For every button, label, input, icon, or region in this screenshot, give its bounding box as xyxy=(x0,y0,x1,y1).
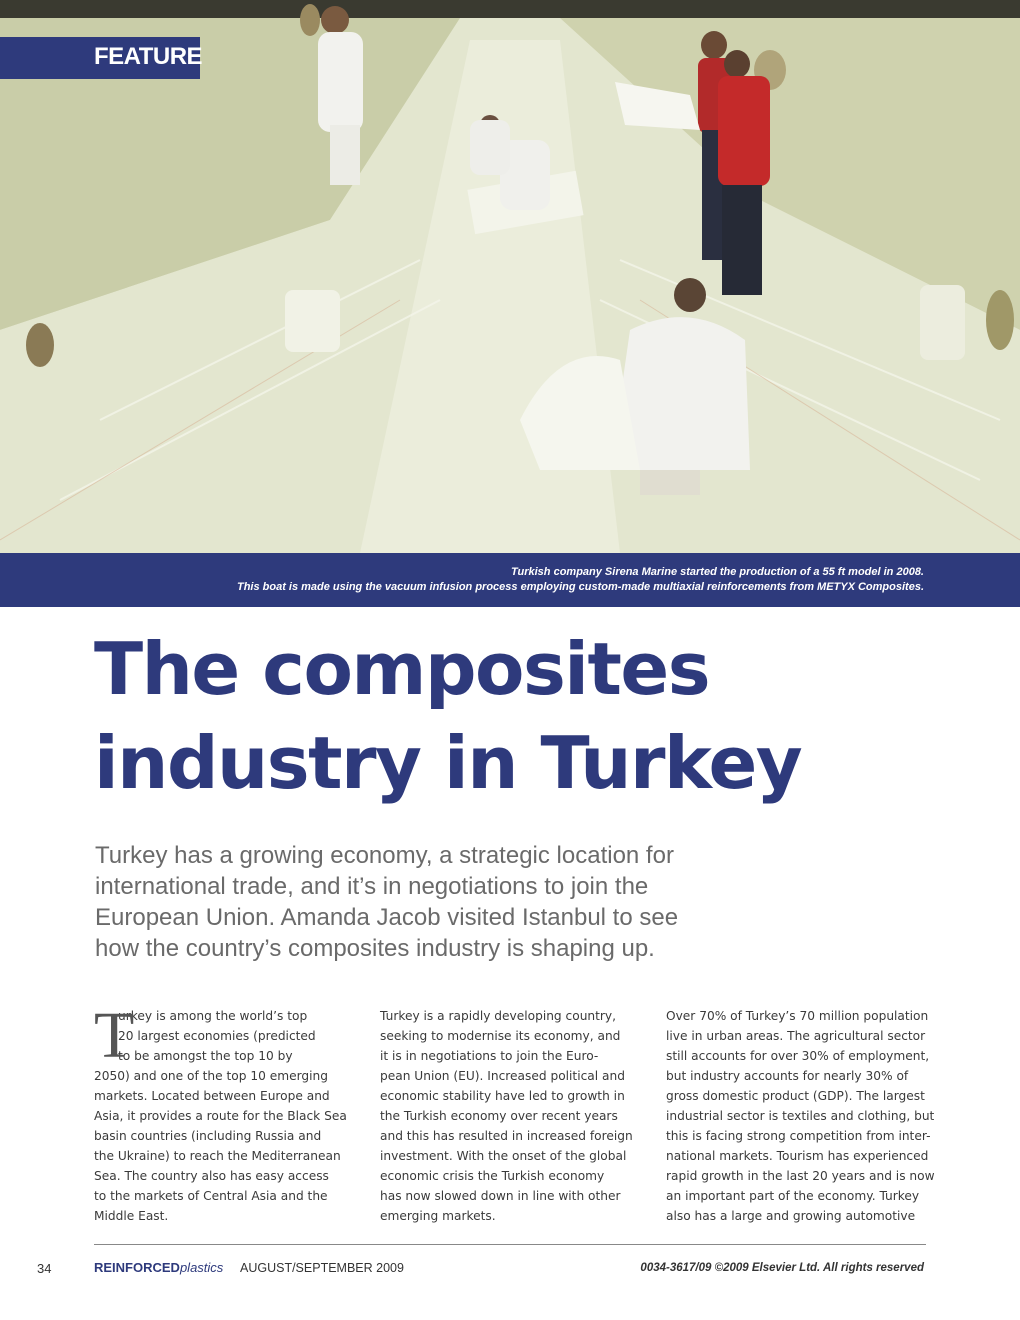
body-line: 2050) and one of the top 10 emerging xyxy=(94,1069,328,1083)
body-line: to the markets of Central Asia and the xyxy=(94,1189,328,1203)
body-line: the Turkish economy over recent years xyxy=(380,1109,618,1123)
body-line: Middle East. xyxy=(94,1209,169,1223)
body-line: also has a large and growing automotive xyxy=(666,1209,916,1223)
body-line: investment. With the onset of the global xyxy=(380,1149,627,1163)
body-line: Asia, it provides a route for the Black Sea xyxy=(94,1109,347,1123)
caption-line-2: This boat is made using the vacuum infusion process employing custom-made multiaxial reinforcements from METYX Composites. xyxy=(236,581,924,593)
standfirst xyxy=(95,840,755,964)
headline-line-1: The composites xyxy=(94,627,710,711)
body-line: live in urban areas. The agricultural sector xyxy=(666,1029,926,1043)
body-line: still accounts for over 30% of employment, xyxy=(666,1049,930,1063)
body-line: but industry accounts for nearly 30% of xyxy=(666,1069,909,1083)
body-line: rapid growth in the last 20 years and is now xyxy=(666,1169,935,1183)
body-line: basin countries (including Russia and xyxy=(94,1129,322,1143)
body-column-2 xyxy=(380,1006,650,1226)
body-line: pean Union (EU). Increased political and xyxy=(380,1069,625,1083)
photo-caption xyxy=(0,553,1020,607)
body-line: Over 70% of Turkey’s 70 million population xyxy=(666,1009,929,1023)
body-line: 20 largest economies (predicted xyxy=(118,1029,316,1043)
body-line: Turkey is a rapidly developing country, xyxy=(380,1009,617,1023)
body-line: the Ukraine) to reach the Mediterranean xyxy=(94,1149,341,1163)
body-line: it is in negotiations to join the Euro- xyxy=(380,1049,599,1063)
page-number: 34 xyxy=(37,1261,52,1276)
article-headline xyxy=(94,622,801,810)
copyright-notice: 0034-3617/09 ©2009 Elsevier Ltd. All rights reserved xyxy=(640,1262,924,1274)
body-line: gross domestic product (GDP). The largest xyxy=(666,1089,925,1103)
body-column-3 xyxy=(666,1006,936,1226)
body-line: markets. Located between Europe and xyxy=(94,1089,330,1103)
headline-line-2: industry in Turkey xyxy=(94,721,802,805)
caption-line-1: Turkish company Sirena Marine started the production of a 55 ft model in 2008. xyxy=(510,566,924,578)
boat-hull-photo-icon xyxy=(0,0,1020,553)
body-line: urkey is among the world’s top xyxy=(118,1009,308,1023)
footer-divider xyxy=(94,1244,926,1245)
body-line: has now slowed down in line with other xyxy=(380,1189,621,1203)
section-tab xyxy=(0,37,203,79)
section-tab-label: FEATURE xyxy=(94,43,203,70)
body-line: this is facing strong competition from inter- xyxy=(666,1129,931,1143)
standfirst-line: international trade, and it’s in negotiations to join the xyxy=(95,873,649,900)
feature-photo xyxy=(0,0,1020,553)
brand-italic: plastics xyxy=(179,1260,224,1275)
body-line: Sea. The country also has easy access xyxy=(94,1169,329,1183)
body-line: and this has resulted in increased foreign xyxy=(380,1129,633,1143)
body-line: to be amongst the top 10 by xyxy=(118,1049,293,1063)
standfirst-line: Turkey has a growing economy, a strategic location for xyxy=(95,842,674,869)
standfirst-line: European Union. Amanda Jacob visited Istanbul to see xyxy=(95,904,679,931)
body-line: economic stability have led to growth in xyxy=(380,1089,625,1103)
publication-brand xyxy=(94,1260,223,1275)
standfirst-line: how the country’s composites industry is shaping up. xyxy=(95,935,655,962)
body-line: an important part of the economy. Turkey xyxy=(666,1189,920,1203)
drop-cap: T xyxy=(94,999,135,1072)
brand-bold: REINFORCED xyxy=(94,1260,180,1275)
body-line: national markets. Tourism has experienced xyxy=(666,1149,929,1163)
body-line: emerging markets. xyxy=(380,1209,496,1223)
body-line: seeking to modernise its economy, and xyxy=(380,1029,621,1043)
issue-date: AUGUST/SEPTEMBER 2009 xyxy=(240,1261,404,1275)
body-line: economic crisis the Turkish economy xyxy=(380,1169,605,1183)
body-column-1 xyxy=(94,999,364,1226)
body-line: industrial sector is textiles and clothing, but xyxy=(666,1109,935,1123)
